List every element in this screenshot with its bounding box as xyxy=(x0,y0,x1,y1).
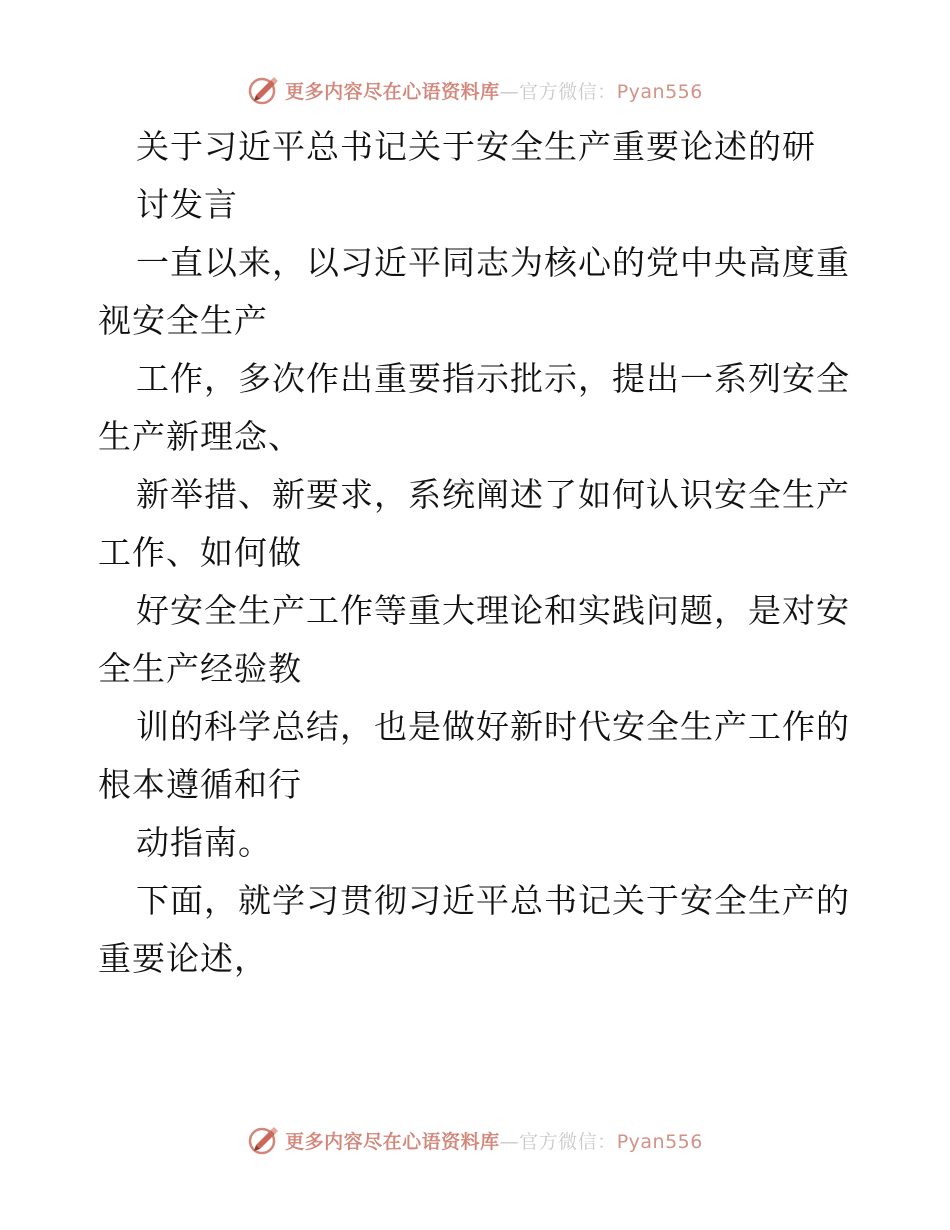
pen-logo-icon xyxy=(247,73,281,107)
banner-caption xyxy=(285,1127,703,1154)
text-line: 动指南。 xyxy=(136,823,272,862)
text-line: 根本遵循和行 xyxy=(98,765,302,804)
banner-separator: — xyxy=(499,1130,520,1153)
text-line: 讨发言 xyxy=(136,185,238,224)
text-line: 关于习近平总书记关于安全生产重要论述的研 xyxy=(136,127,816,166)
header-banner xyxy=(0,70,950,110)
document-body xyxy=(98,118,858,988)
banner-caption xyxy=(285,77,703,104)
text-line: 重要论述， xyxy=(98,939,268,978)
text-line: 训的科学总结，也是做好新时代安全生产工作的 xyxy=(136,707,850,746)
banner-wechat-id: Pyan556 xyxy=(616,80,703,103)
text-line: 下面，就学习贯彻习近平总书记关于安全生产的 xyxy=(136,881,850,920)
footer-banner xyxy=(0,1120,950,1160)
text-line: 工作、如何做 xyxy=(98,533,302,572)
banner-prefix: 更多内容尽在心语资料库 xyxy=(285,80,500,103)
pen-logo-icon xyxy=(247,1123,281,1157)
text-line: 全生产经验教 xyxy=(98,649,302,688)
text-line: 生产新理念、 xyxy=(98,417,302,456)
banner-prefix: 更多内容尽在心语资料库 xyxy=(285,1130,500,1153)
text-line: 视安全生产 xyxy=(98,301,268,340)
text-line: 好安全生产工作等重大理论和实践问题，是对安 xyxy=(136,591,850,630)
text-line: 工作，多次作出重要指示批示，提出一系列安全 xyxy=(136,359,850,398)
banner-separator: — xyxy=(499,80,520,103)
banner-suffix: 官方微信： xyxy=(519,1130,617,1153)
banner-wechat-id: Pyan556 xyxy=(616,1130,703,1153)
text-line: 一直以来，以习近平同志为核心的党中央高度重 xyxy=(136,243,850,282)
banner-suffix: 官方微信： xyxy=(519,80,617,103)
text-line: 新举措、新要求，系统阐述了如何认识安全生产 xyxy=(136,475,850,514)
